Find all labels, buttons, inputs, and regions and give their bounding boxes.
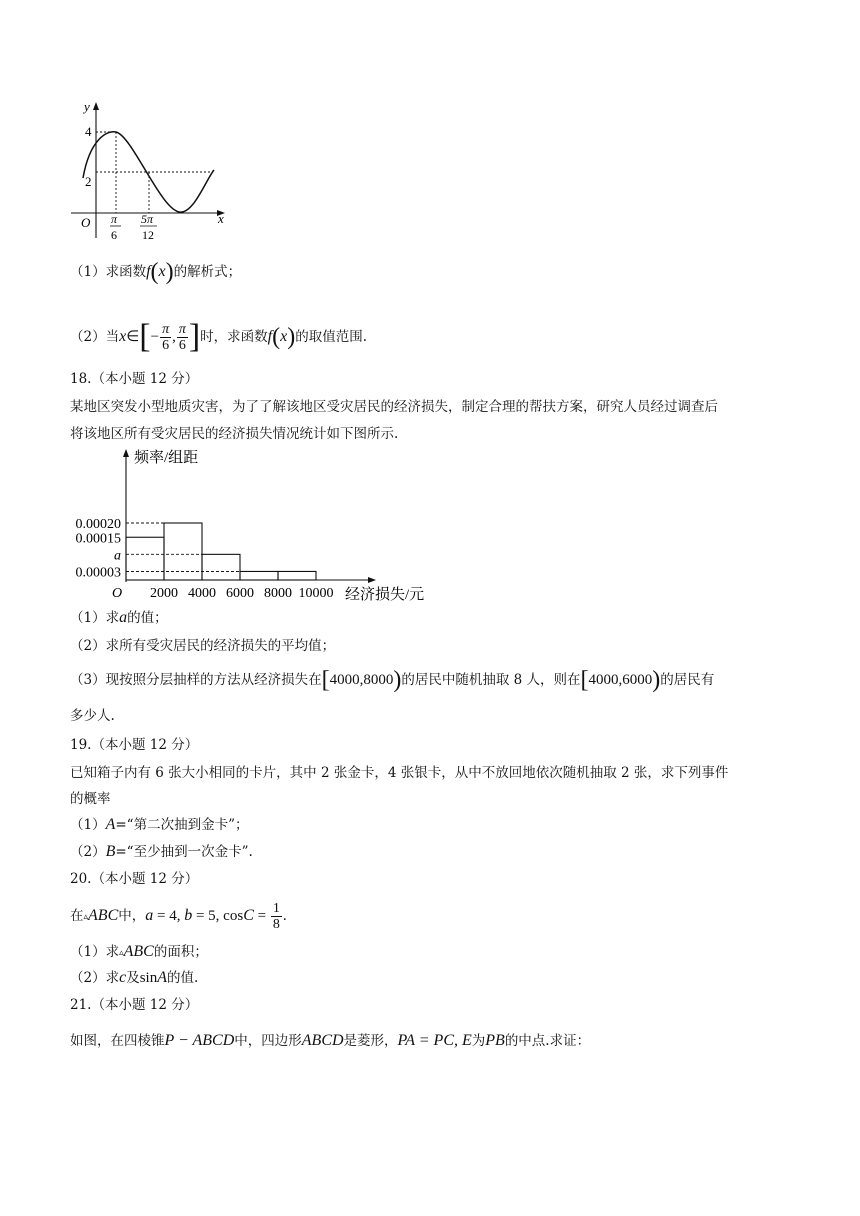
- pyramid-P-ABCD: P − ABCD: [164, 1032, 235, 1049]
- y-tick-4: 4: [85, 124, 92, 139]
- quad-ABCD: ABCD: [301, 1032, 344, 1049]
- q20-body: [70, 900, 287, 933]
- q20-part2-suffix: 的值.: [167, 970, 199, 986]
- q18-part1-prefix: （1）求: [70, 610, 120, 626]
- q20-part2-prefix: （2）求: [70, 970, 120, 986]
- hist-x-tick-label: 4000: [188, 586, 216, 601]
- q20-part2: [70, 968, 198, 988]
- func-f: f: [146, 263, 151, 280]
- hist-y-axis-arrow: [123, 449, 129, 457]
- y-axis-label: y: [84, 99, 90, 114]
- var-a: a: [145, 907, 154, 924]
- var-C: C: [243, 907, 254, 924]
- q21-body-prefix: 如图，在四棱锥: [70, 1033, 165, 1049]
- q20-part1-prefix: （1）求: [70, 944, 120, 960]
- q18-part3: （3）现按照分层抽样的方法从经济损失在[4000,8000)的居民中随机抽取 8 人，则在[4000,6000)的居民有: [70, 667, 715, 693]
- interval-4000-8000: 4000,8000: [329, 672, 394, 688]
- triangle-icon: ▵: [83, 912, 89, 922]
- origin-label: O: [81, 215, 91, 230]
- histogram-chart: [66, 446, 446, 606]
- sin-function: sin: [139, 970, 158, 986]
- y-tick-2: 2: [85, 174, 92, 189]
- hist-bar-4000-6000: [202, 554, 240, 580]
- hist-bar-6000-8000: [240, 571, 278, 580]
- triangle-ABC: ABC: [123, 943, 154, 960]
- q19-part1-text: =“第二次抽到金卡”；: [115, 817, 249, 833]
- q18-part3-prefix: （3）现按照分层抽样的方法从经济损失在: [70, 672, 322, 688]
- var-x: x: [280, 328, 288, 345]
- frac-denominator: 6: [162, 338, 170, 353]
- q19-part1: [70, 815, 249, 835]
- triangle-icon: ▵: [119, 948, 124, 958]
- event-A: A: [105, 816, 116, 833]
- hist-x-tick-label: 8000: [264, 586, 292, 601]
- frac-numerator: 1: [272, 901, 280, 916]
- y-axis-arrow: [93, 102, 99, 110]
- condition-PA-PC: PA = PC, E: [397, 1032, 472, 1049]
- q17-part2-mid: 时，求函数: [200, 329, 268, 345]
- frac-denominator: 8: [272, 917, 280, 932]
- q18-header: 18.（本小题 12 分）: [70, 371, 199, 387]
- q19-part2-text: =“至少抽到一次金卡”.: [115, 844, 253, 860]
- fraction-pi-over-6: [160, 322, 171, 353]
- q18-part3-continued: 多少人.: [70, 708, 115, 724]
- q19-header: 19.（本小题 12 分）: [70, 737, 199, 753]
- q21-body: [70, 1031, 590, 1051]
- triangle-ABC: ABC: [88, 907, 119, 924]
- q21-body-suffix: 的中点.求证：: [504, 1033, 591, 1049]
- hist-y-tick-label: 0.00020: [75, 517, 121, 532]
- hist-x-axis-arrow: [368, 577, 376, 583]
- q17-part2-prefix: （2）当: [70, 329, 120, 345]
- hist-x-axis-label: 经济损失/元: [345, 587, 425, 603]
- hist-x-tick-label: 10000: [298, 586, 334, 601]
- q21-body-mid: 中，四边形: [234, 1033, 302, 1049]
- q19-part1-prefix: （1）: [70, 817, 106, 833]
- q17-part2-suffix: 的取值范围.: [295, 329, 368, 345]
- sine-graph-figure: [68, 98, 238, 246]
- q19-part2-prefix: （2）: [70, 844, 106, 860]
- q20-part2-mid: 及: [126, 970, 140, 986]
- fraction-one-eighth: [271, 901, 282, 932]
- q18-body-line1: 某地区突发小型地质灾害，为了了解该地区受灾居民的经济损失，制定合理的帮扶方案，研究人员经过调查后: [70, 399, 718, 415]
- var-c: c: [119, 969, 127, 986]
- x-tick-pi6-den: 6: [111, 228, 117, 242]
- element-of-symbol: ∈: [126, 329, 140, 345]
- hist-y-tick-label: a: [114, 548, 121, 564]
- var-x: x: [158, 263, 166, 280]
- event-B: B: [105, 843, 116, 860]
- x-tick-pi6-num: π: [111, 212, 118, 226]
- hist-bar-8000-10000: [278, 571, 316, 580]
- q20-part1-suffix: 的面积；: [153, 944, 208, 960]
- hist-origin-label: O: [112, 586, 123, 601]
- hist-bar-0-2000: [126, 537, 164, 580]
- q19-body-line2: 的概率: [70, 791, 111, 807]
- q21-body-mid2: 是菱形，: [343, 1033, 398, 1049]
- q17-part1-suffix: 的解析式；: [173, 264, 242, 280]
- q20-part1: [70, 942, 208, 963]
- var-A: A: [157, 969, 167, 986]
- interval-4000-6000: 4000,6000: [588, 672, 653, 688]
- segment-PB: PB: [485, 1032, 505, 1049]
- q17-part1-prefix: （1）求函数: [70, 264, 147, 280]
- hist-x-tick-label: 2000: [150, 586, 178, 601]
- frac-denominator: 6: [178, 338, 186, 353]
- eq-a: = 4,: [153, 908, 185, 924]
- q18-part3-mid: 的居民中随机抽取 8 人，则在: [401, 672, 581, 688]
- q17-part2: （2）当x∈[− $\frac{\pi}{6}$ , $\frac{\pi}{6}$ ]时，求函数f(x)的取值范围.: [70, 318, 368, 355]
- q18-part1-suffix: 的值；: [127, 610, 168, 626]
- func-f: f: [267, 328, 273, 345]
- var-x: x: [119, 328, 127, 345]
- x-tick-5pi12-num: 5π: [141, 212, 154, 226]
- hist-y-tick-label: 0.00015: [75, 531, 121, 547]
- x-tick-5pi12-den: 12: [142, 228, 154, 242]
- var-a: a: [119, 609, 128, 626]
- q20-header: 20.（本小题 12 分）: [70, 871, 199, 887]
- q19-body-line1: 已知箱子内有 6 张大小相同的卡片，其中 2 张金卡，4 张银卡，从中不放回地依次随机抽取 2 张，求下列事件: [70, 765, 729, 781]
- var-b: b: [184, 907, 193, 924]
- eq-b-cos: = 5, cos: [192, 908, 244, 924]
- hist-y-axis-label: 频率/组距: [134, 450, 199, 466]
- equals: =: [253, 908, 270, 924]
- q17-part1: （1）求函数f(x)的解析式；: [70, 259, 242, 285]
- q18-part1: [70, 608, 168, 628]
- q20-body-prefix: 在: [70, 908, 84, 924]
- frac-numerator: π: [178, 322, 186, 337]
- comma: ,: [172, 329, 176, 345]
- q18-body-line2: 将该地区所有受灾居民的经济损失情况统计如下图所示.: [70, 426, 399, 442]
- q18-part2: （2）求所有受灾居民的经济损失的平均值；: [70, 638, 336, 654]
- q20-body-mid: 中，: [118, 908, 146, 924]
- fraction-pi-over-6: [177, 322, 188, 353]
- period: .: [282, 908, 287, 924]
- hist-y-tick-label: 0.00003: [75, 565, 121, 581]
- q19-part2: [70, 842, 253, 862]
- q21-header: 21.（本小题 12 分）: [70, 997, 199, 1013]
- q21-body-mid3: 为: [471, 1033, 486, 1049]
- frac-numerator: π: [162, 322, 170, 337]
- minus-sign: −: [150, 329, 160, 345]
- hist-x-tick-label: 6000: [226, 586, 254, 601]
- x-axis-label: x: [218, 211, 224, 226]
- q18-part3-suffix: 的居民有: [660, 672, 715, 688]
